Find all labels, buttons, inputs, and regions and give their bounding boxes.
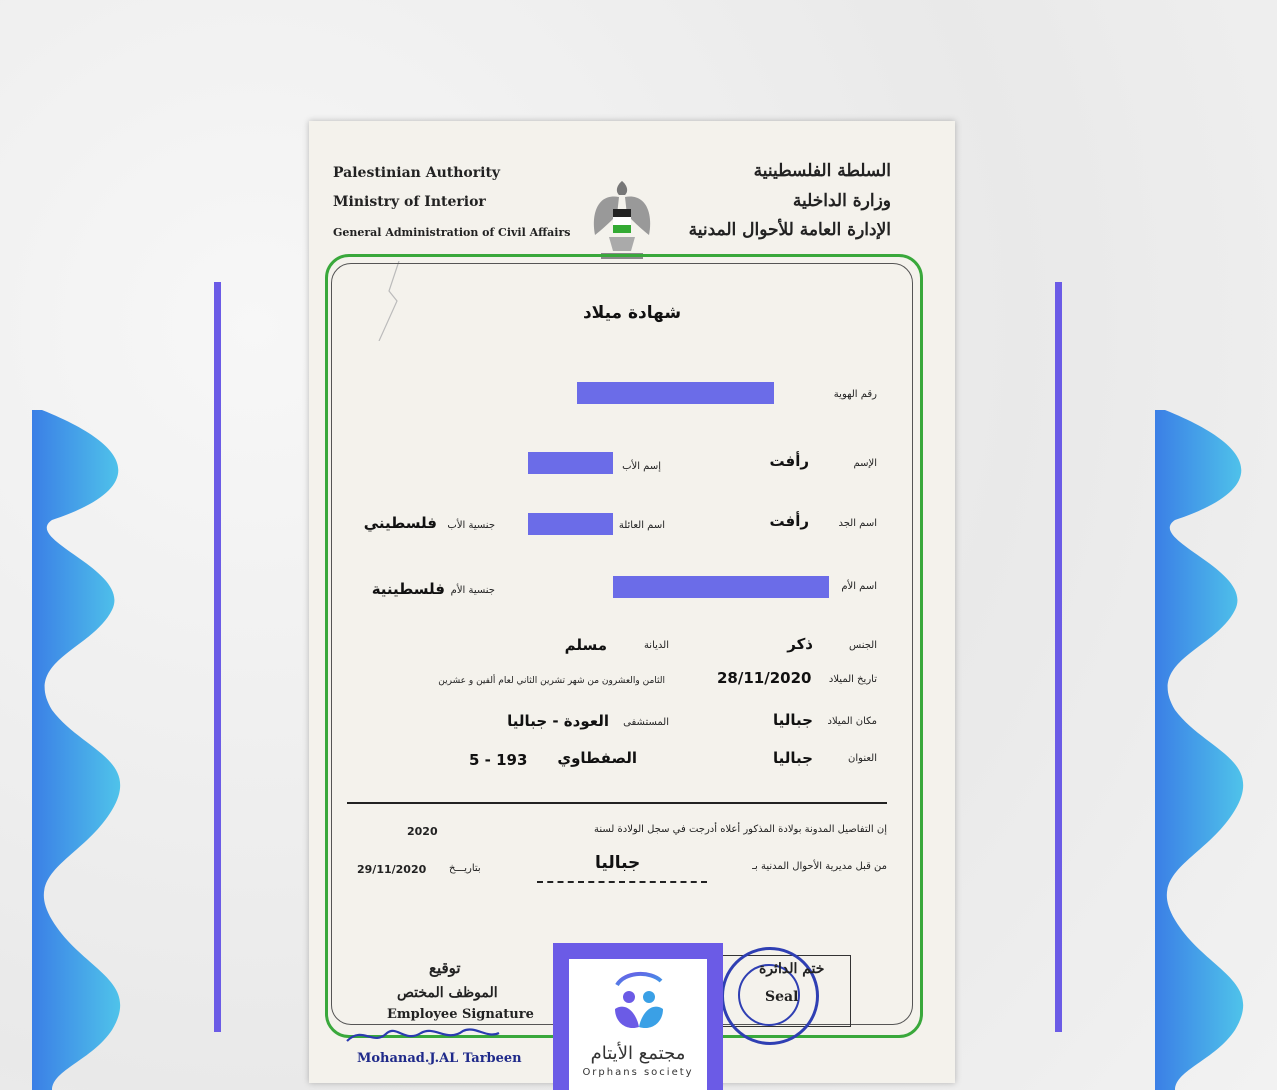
label-father-name: إسم الأب [622,461,661,472]
value-birth-date-words: الثامن والعشرون من شهر تشرين الثاني لعام ألفين و عشرين [438,676,665,686]
label-gender: الجنس [848,640,877,651]
left-wave-decoration [32,410,127,1090]
value-name: رأفت [769,452,809,470]
value-address-city: جباليا [773,749,813,767]
signature-en-label: Employee Signature [387,1007,534,1022]
label-mother-name: اسم الأم [841,581,877,592]
redaction-mother-name [613,576,829,598]
header-ar-ministry: وزارة الداخلية [792,191,891,211]
value-address-area: الصفطاوي [557,749,637,767]
value-hospital: العودة - جباليا [507,712,609,730]
orphans-society-logo-card [553,943,723,1090]
orphans-society-logo-icon [607,971,671,1037]
label-mother-nationality: جنسية الأم [450,585,495,596]
redaction-father-name [528,452,613,474]
label-id-number: رقم الهوية [833,389,877,400]
certificate-inner-frame [331,263,913,1025]
header-en-administration: General Administration of Civil Affairs [333,226,571,239]
label-birth-place: مكان الميلاد [827,716,877,727]
signature-name-en: Mohanad.J.AL Tarbeen [357,1051,522,1066]
footer-year: 2020 [407,825,438,838]
logo-inner [569,959,707,1090]
footer-date-label: بتاريـــخ [449,863,481,874]
seal-ar-label: ختم الدائرة [759,961,825,977]
value-father-nationality: فلسطيني [363,514,437,532]
footer-statement: إن التفاصيل المدونة بولادة المذكور أعلاه أدرجت في سجل الولادة لسنة [594,824,887,835]
label-family-name: اسم العائلة [618,520,665,531]
handwritten-signature-icon [343,1021,503,1051]
label-grandfather-name: اسم الجد [838,518,877,529]
logo-text-en: Orphans society [582,1067,694,1078]
right-wave-decoration [1155,410,1250,1090]
header-en-authority: Palestinian Authority [333,165,501,181]
value-birth-place: جباليا [773,711,813,729]
value-address-number: 5 - 193 [469,751,528,769]
label-name: الإسم [853,458,877,469]
value-gender: ذكر [787,635,813,653]
footer-issued-by: من قبل مديرية الأحوال المدنية بـ [752,861,887,872]
redaction-family-name [528,513,613,535]
header-ar-authority: السلطة الفلسطينية [753,161,891,181]
value-religion: مسلم [564,636,607,654]
footer-date: 29/11/2020 [357,863,427,876]
left-accent-bar [214,282,221,1032]
header-en-ministry: Ministry of Interior [333,194,486,210]
seal-en-label: Seal [765,989,799,1005]
birth-certificate-document [309,121,955,1083]
label-address: العنوان [848,753,877,764]
certificate-title: شهادة ميلاد [582,303,682,323]
logo-text-ar: مجتمع الأيتام [590,1043,686,1064]
value-mother-nationality: فلسطينية [371,580,445,598]
footer-office-underline [537,881,707,883]
value-birth-date: 28/11/2020 [717,669,812,687]
label-religion: الديانة [643,640,669,651]
redaction-id-number [577,382,774,404]
value-grandfather-name: رأفت [769,512,809,530]
certificate-divider [347,802,887,804]
signature-ar-line2: الموظف المختص [397,985,498,1001]
label-father-nationality: جنسية الأب [447,520,495,531]
header-ar-administration: الإدارة العامة للأحوال المدنية [688,220,891,240]
right-accent-bar [1055,282,1062,1032]
eagle-emblem-icon [587,175,657,261]
footer-office: جباليا [595,853,641,873]
label-hospital: المستشفى [623,717,669,728]
label-birth-date: تاريخ الميلاد [828,674,877,685]
signature-ar-line1: توقيع [429,959,461,977]
